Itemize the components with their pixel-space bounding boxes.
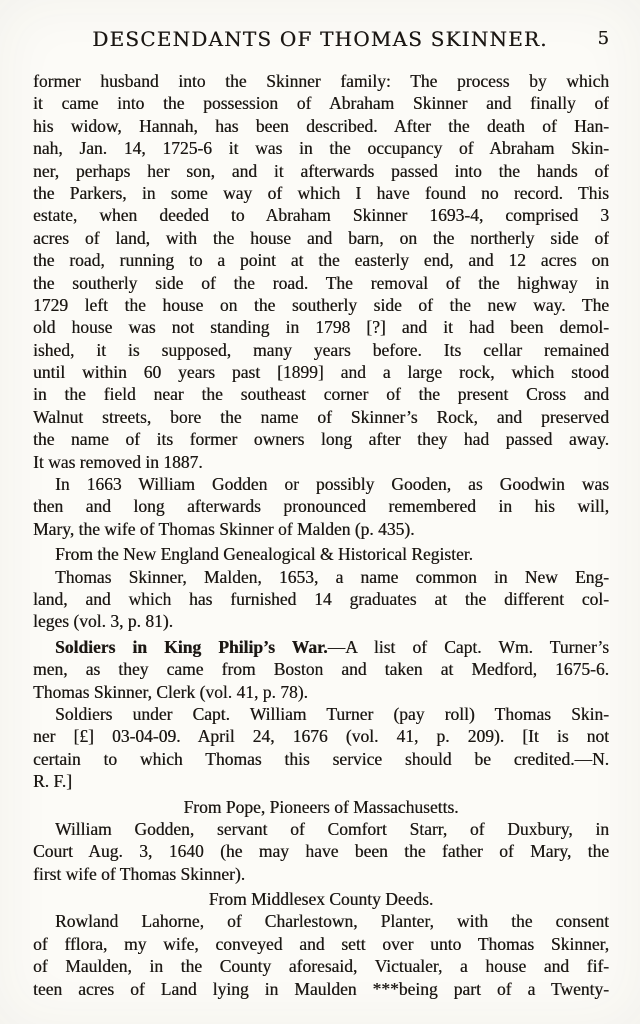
text-line: in the field near the southeast corner of the present Cross and	[33, 384, 609, 405]
text-line: ner [£] 03-04-09. April 24, 1676 (vol. 41, p. 209). [It is not	[33, 726, 609, 747]
page-number: 5	[597, 28, 609, 49]
bold-text-run: Soldiers in King Philip’s War.	[55, 636, 328, 657]
text-line: then and long afterwards pronounced remembered in his will,	[33, 496, 609, 517]
text-line: Walnut streets, bore the name of Skinner’s Rock, and preserved	[33, 406, 609, 427]
text-line: of Maulden, in the County aforesaid, Victualer, a house and fif-	[33, 956, 609, 977]
text-line: his widow, Hannah, has been described. After the death of Han-	[33, 115, 609, 136]
text-line: the name of its former owners long after they had passed away.	[33, 429, 609, 450]
text-line: the southerly side of the road. The removal of the highway in	[33, 272, 609, 293]
text-line: estate, when deeded to Abraham Skinner 1693-4, comprised 3	[33, 205, 609, 226]
text-line: ner, perhaps her son, and it afterwards passed into the hands of	[33, 160, 609, 181]
text-line: acres of land, with the house and barn, on the northerly side of	[33, 227, 609, 248]
page-header-title: DESCENDANTS OF THOMAS SKINNER.	[92, 27, 548, 51]
text-line: until within 60 years past [1899] and a large rock, which stood	[33, 362, 609, 383]
text-block	[33, 70, 609, 1000]
text-line: leges (vol. 3, p. 81).	[33, 611, 173, 632]
text-line: first wife of Thomas Skinner).	[33, 863, 246, 884]
running-header	[0, 27, 640, 51]
text-line: Soldiers under Capt. William Turner (pay roll) Thomas Skin-	[55, 703, 609, 724]
text-line: Rowland Lahorne, of Charlestown, Planter, with the consent	[55, 911, 609, 932]
text-line: From Pope, Pioneers of Massachusetts.	[183, 796, 459, 817]
text-line: certain to which Thomas this service should be credited.—N.	[33, 748, 609, 769]
text-line: Thomas Skinner, Clerk (vol. 41, p. 78).	[33, 681, 308, 702]
text-line: Mary, the wife of Thomas Skinner of Malden (p. 435).	[33, 518, 415, 539]
text-line: Court Aug. 3, 1640 (he may have been the father of Mary, the	[33, 841, 609, 862]
text-line: men, as they came from Boston and taken at Medford, 1675-6.	[33, 659, 609, 680]
text-line: ished, it is supposed, many years before. Its cellar remained	[33, 339, 609, 360]
text-line: teen acres of Land lying in Maulden ***being part of a Twenty-	[33, 978, 609, 999]
text-line: the Parkers, in some way of which I have found no record. This	[33, 182, 609, 203]
text-line: William Godden, servant of Comfort Starr, of Duxbury, in	[55, 818, 609, 839]
text-line: it came into the possession of Abraham Skinner and finally of	[33, 93, 609, 114]
text-line: nah, Jan. 14, 1725-6 it was in the occupancy of Abraham Skin-	[33, 138, 609, 159]
text-line: In 1663 William Godden or possibly Gooden, as Goodwin was	[55, 474, 609, 495]
text-line: former husband into the Skinner family: The process by which	[33, 71, 609, 91]
text-run: —A list of Capt. Wm. Turner’s	[327, 636, 609, 657]
text-line: It was removed in 1887.	[33, 451, 203, 472]
text-line: From Middlesex County Deeds.	[208, 889, 434, 910]
text-line: 1729 left the house on the southerly side of the new way. The	[33, 294, 609, 315]
text-line: old house was not standing in 1798 [?] and it had been demol-	[33, 317, 609, 338]
text-line: From the New England Genealogical & Historical Register.	[55, 544, 473, 565]
text-line: Thomas Skinner, Malden, 1653, a name common in New Eng-	[55, 566, 609, 587]
text-line: the road, running to a point at the easterly end, and 12 acres on	[33, 250, 609, 271]
text-line: land, and which has furnished 14 graduates at the different col-	[33, 588, 609, 609]
text-line	[33, 636, 609, 658]
text-line: R. F.]	[33, 771, 72, 792]
text-line: of fflora, my wife, conveyed and sett over unto Thomas Skinner,	[33, 933, 609, 954]
